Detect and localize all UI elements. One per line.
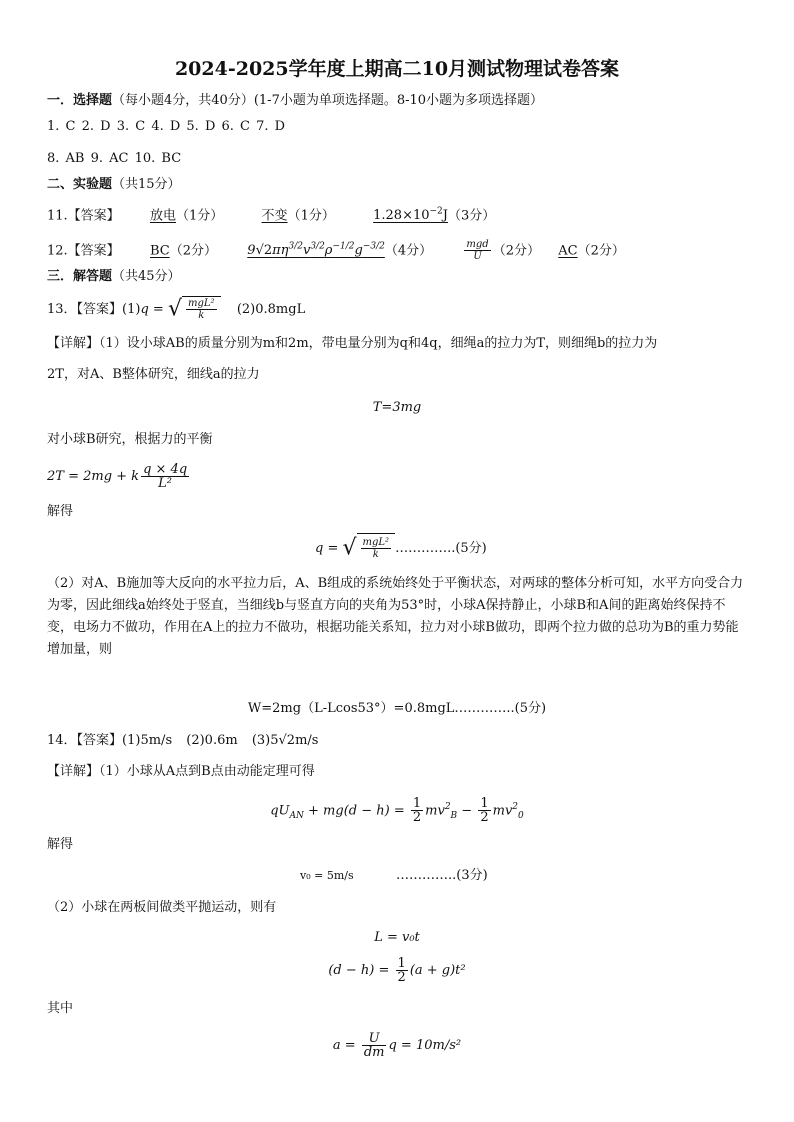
q13-eq3: q = √ $\frac{\text{mgL²}}{k}$ …………..(5分) xyxy=(315,533,487,564)
q14-eq4: (d − h) = $\frac{1}{2}$ (a + g)t² xyxy=(328,956,466,985)
q14-eq2: v₀ = 5m/s xyxy=(300,869,354,882)
mc-answers-row1: 1. C 2. D 3. C 4. D 5. D 6. C 7. D xyxy=(47,119,286,134)
q14-ans1: (1)5m/s xyxy=(122,733,173,748)
q13-label: 13．【答案】 xyxy=(47,302,123,317)
q12-score2: （4分） xyxy=(384,243,433,259)
q13-detail-p1: （1）设小球AB的质量分别为m和2m，带电量分别为q和4q，细绳a的拉力为T，则细绳b的拉力为 xyxy=(99,336,658,351)
q13-answer-line: 13．【答案】(1)q = √ $\frac{\text{mgL²}}{k}$ (2)0.8mgL xyxy=(47,296,306,322)
q14-eq1: $qU_{AN} + mg(d - h)$ = $\frac{1}{2}$ $mv^2_B$ − $\frac{1}{2}$ $mv^2_0$ xyxy=(270,796,524,826)
q12-answer1: BC xyxy=(149,243,170,259)
q13-detail-line1 xyxy=(47,335,657,353)
section1-heading: 一．选择题 xyxy=(47,93,113,108)
section2-line xyxy=(47,176,181,194)
q13-detail-line2: 2T，对A、B整体研究，细线a的拉力 xyxy=(47,367,260,382)
q11-score3: （3分） xyxy=(448,208,496,224)
q14-detail-line1 xyxy=(47,763,315,781)
q11-score2: （1分） xyxy=(287,208,335,224)
q12-answer4: AC xyxy=(558,243,578,259)
q13-ans1-sqrt: √ $\frac{\text{mgL²}}{k}$ xyxy=(168,296,221,323)
section3-line xyxy=(47,268,181,286)
q14-detail-tag: 【详解】 xyxy=(47,764,100,779)
section2-heading: 二、实验题 xyxy=(47,177,113,192)
section2-note: （共15分） xyxy=(112,177,181,192)
q14-ans3: (3)5√2m/s xyxy=(251,733,319,748)
q14-label: 14．【答案】 xyxy=(47,733,123,748)
q11-score1: （1分） xyxy=(175,208,224,224)
section1-line xyxy=(47,92,543,110)
q14-eq3: L = v₀t xyxy=(374,930,420,945)
q13-ans2: (2)0.8mgL xyxy=(236,302,306,317)
section3-heading: 三．解答题 xyxy=(47,269,113,284)
q13-ans1-var: q xyxy=(140,302,149,317)
q14-eq2-score: …………..(3分) xyxy=(396,868,488,883)
q13-p3: 解得 xyxy=(47,504,74,519)
q14-eq5: a = $\frac{U}{dm}$ q = 10m/s² xyxy=(332,1031,462,1060)
q14-p3: （2）小球在两板间做类平抛运动，则有 xyxy=(47,900,277,915)
q12-score4: （2分） xyxy=(577,243,625,259)
q14-detail-p1: （1）小球从A点到B点由动能定理可得 xyxy=(99,764,315,779)
q14-p4: 其中 xyxy=(47,1001,74,1016)
page-title: 2024-2025学年度上期高二10月测试物理试卷答案 xyxy=(174,58,620,80)
q13-eq1: T=3mg xyxy=(372,400,422,415)
q11-answer3: $1.28\times 10^{-2}J$ xyxy=(373,207,449,224)
q12-score1: （2分） xyxy=(169,243,217,259)
section1-note: （每小题4分，共40分）(1-7小题为单项选择题。8-10小题为多项选择题） xyxy=(112,93,544,108)
q12-label: 12.【答案】 xyxy=(47,243,120,259)
q12-score3: （2分） xyxy=(492,243,540,259)
q12-answer3-fraction: $\frac{\text{mgd}}{U}$ xyxy=(466,239,489,263)
q12-answer2: $9√2\pi\eta^{3/2}v^{3/2}\rho^{-1/2}g^{-3/2}$ xyxy=(247,242,385,259)
q13-p4: （2）对A、B施加等大反向的水平拉力后，A、B组成的系统始终处于平衡状态，对两球的整体分析可知，水平方向受合力为零，因此细线a始终处于竖直，当细线b与竖直方向的夹角为53°时，小球A保持静止，小球B和A间的距离始终保持不变，电场力不做功，作用在A上的拉力不做功，根据功能关系知，拉力对小球B做功，即两个拉力做的总功为B的重力势能增加量，则 xyxy=(47,576,744,657)
q13-p2: 对小球B研究，根据力的平衡 xyxy=(47,432,213,447)
q13-ans1-prefix: (1) xyxy=(122,302,141,317)
q13-eq2: 2T = 2mg + k $\frac{q \times 4q}{\text{L²}}$ xyxy=(47,462,188,491)
q11-answer2: 不变 xyxy=(261,208,288,224)
mc-answers-row2: 8. AB 9. AC 10. BC xyxy=(47,151,182,166)
q14-answer-line xyxy=(47,732,318,750)
q11-line xyxy=(47,203,495,225)
q12-line xyxy=(47,238,625,262)
section3-note: （共45分） xyxy=(112,269,181,284)
q11-label: 11.【答案】 xyxy=(47,208,120,224)
q13-detail-tag: 【详解】 xyxy=(47,336,100,351)
q14-ans2: (2)0.6m xyxy=(186,733,238,748)
q11-answer1: 放电 xyxy=(149,208,176,224)
q14-p2: 解得 xyxy=(47,837,74,852)
q13-eq4: W=2mg（L-Lcos53°）=0.8mgL…………..(5分) xyxy=(247,701,547,716)
